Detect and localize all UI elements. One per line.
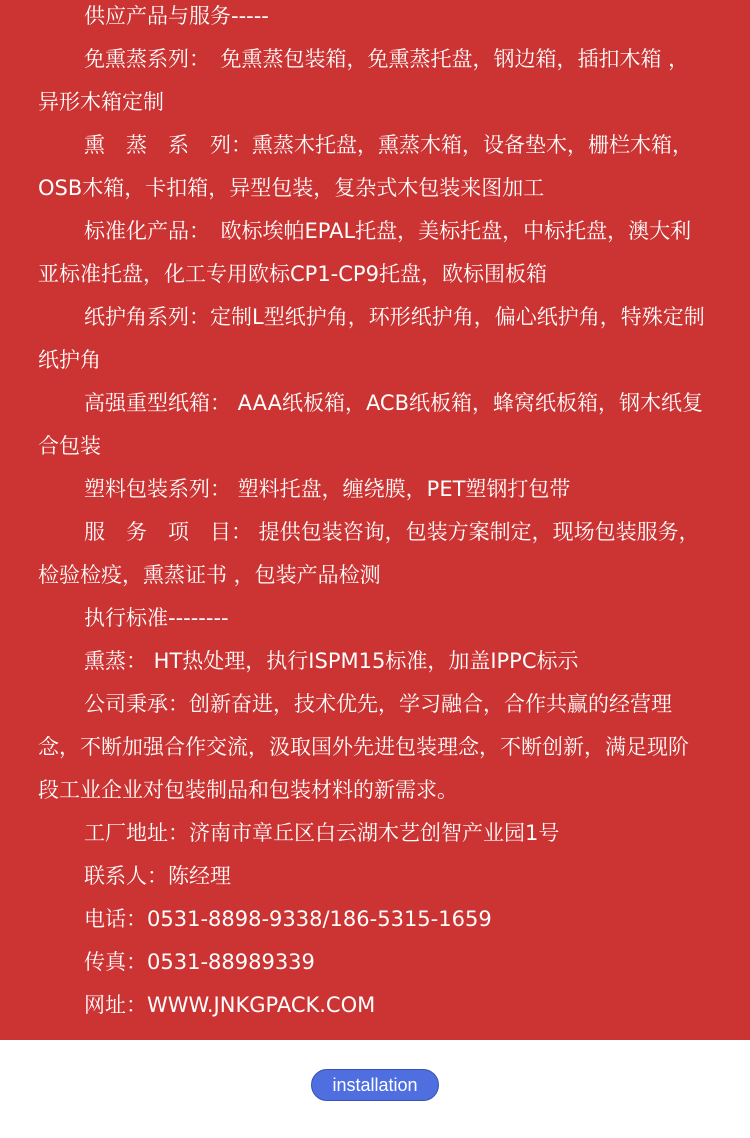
company-philosophy: 公司秉承：创新奋进，技术优先，学习融合，合作共赢的经营理念，不断加强合作交流，汲取国外先进包装理念，不断创新，满足现阶段工业企业对包装制品和包装材料的新需求。 <box>38 692 689 802</box>
product-standard-series: 标准化产品： 欧标埃帕EPAL托盘，美标托盘，中标托盘，澳大利亚标准托盘，化工专用欧标CP1-CP9托盘，欧标围板箱 <box>38 219 692 286</box>
bottom-bar <box>0 1040 750 1138</box>
phone-number: 电话：0531-8898-9338/186-5315-1659 <box>84 907 492 931</box>
standard-fumigation: 熏蒸： HT热处理，执行ISPM15标准，加盖IPPC标示 <box>84 649 579 673</box>
product-heavy-duty-carton: 高强重型纸箱： AAA纸板箱，ACB纸板箱，蜂窝纸板箱，钢木纸复合包装 <box>38 391 704 458</box>
section-heading-standards: 执行标准-------- <box>84 606 229 630</box>
product-plastic-packaging: 塑料包装系列： 塑料托盘，缠绕膜，PET塑钢打包带 <box>84 477 571 501</box>
contact-person: 联系人：陈经理 <box>84 864 231 888</box>
service-items: 服 务 项 目： 提供包装咨询，包装方案制定，现场包装服务，检验检疫，熏蒸证书 ，包装产品检测 <box>38 520 700 587</box>
factory-address: 工厂地址：济南市章丘区白云湖木艺创智产业园1号 <box>84 821 560 845</box>
website-url: 网址：WWW.JNKGPACK.COM <box>84 993 376 1017</box>
section-heading-products: 供应产品与服务----- <box>84 4 269 28</box>
company-info-text <box>38 0 708 1027</box>
fax-number: 传真：0531-88989339 <box>84 950 315 974</box>
product-fumigation-series: 熏 蒸 系 列：熏蒸木托盘，熏蒸木箱，设备垫木，栅栏木箱，OSB木箱，卡扣箱，异型包装，复杂式木包装来图加工 <box>38 133 693 200</box>
product-fumigation-free-series: 免熏蒸系列： 免熏蒸包装箱，免熏蒸托盘，钢边箱，插扣木箱 ，异形木箱定制 <box>38 47 690 114</box>
product-paper-corner-series: 纸护角系列：定制L型纸护角，环形纸护角，偏心纸护角，特殊定制纸护角 <box>38 305 705 372</box>
installation-button[interactable]: installation <box>311 1069 439 1101</box>
